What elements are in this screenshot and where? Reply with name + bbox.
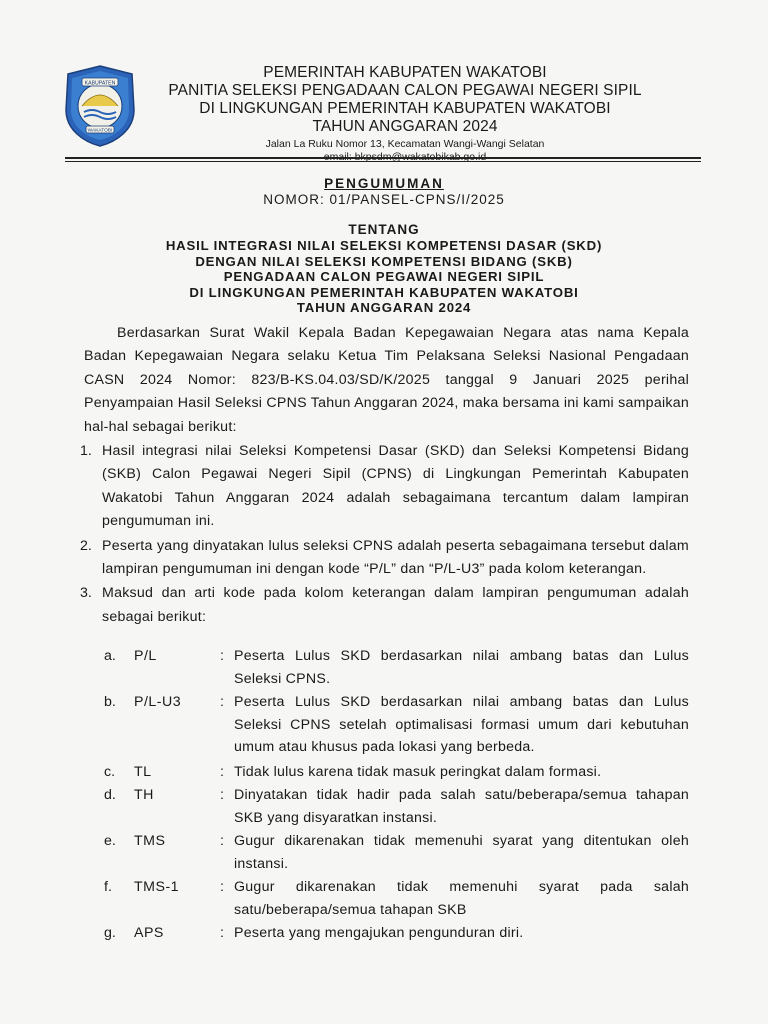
code-value: TMS-1 bbox=[134, 879, 180, 895]
subject-line-2: DENGAN NILAI SELEKSI KOMPETENSI BIDANG (SKB) bbox=[195, 253, 573, 269]
code-description: Peserta Lulus SKD berdasarkan nilai ambang batas dan Lulus Seleksi CPNS setelah optimalisasi formasi umum dari kebutuhan umum atau khusus pada lokasi yang berbeda. bbox=[234, 694, 689, 755]
list-item bbox=[80, 582, 689, 629]
wakatobi-emblem-logo bbox=[62, 64, 138, 148]
code-row bbox=[104, 784, 689, 829]
code-definitions bbox=[104, 645, 689, 945]
list-item-text: Hasil integrasi nilai Seleksi Kompetensi Dasar (SKD) dan Seleksi Kompetensi Bidang (SKB) Calon Pegawai Negeri Sipil (CPNS) di Lingkungan Pemerintah Kabupaten Wakatobi Tahun Anggaran 2024 adalah sebagaimana tercantum dalam lampiran pengumuman ini. bbox=[102, 443, 689, 530]
list-item-number: 2. bbox=[80, 537, 92, 554]
list-item-number: 1. bbox=[80, 443, 92, 460]
intro-paragraph: Berdasarkan Surat Wakil Kepala Badan Kepegawaian Negara atas nama Kepala Badan Kepegawaian Negara selaku Ketua Tim Pelaksana Seleksi Nasional Pengadaan CASN 2024 Nomor: 823/B-KS.04.03/SD/K/2025 tanggal 9 Januari 2025 perihal Penyampaian Hasil Seleksi CPNS Tahun Anggaran 2024, maka bersama ini kami sampaikan hal-hal sebagai berikut: bbox=[84, 325, 689, 435]
subject-line-5: TAHUN ANGGARAN 2024 bbox=[296, 300, 472, 315]
letterhead-rule-thick bbox=[65, 157, 701, 159]
code-description: Gugur dikarenakan tidak memenuhi syarat pada salah satu/beberapa/semua tahapan SKB bbox=[234, 879, 689, 918]
code-value: APS bbox=[134, 925, 164, 941]
code-value: P/L bbox=[134, 648, 157, 664]
code-row bbox=[104, 876, 689, 921]
code-value: TH bbox=[134, 787, 154, 803]
code-row bbox=[104, 761, 689, 784]
code-letter: e. bbox=[104, 833, 116, 849]
code-colon: : bbox=[220, 763, 224, 780]
code-colon: : bbox=[220, 787, 224, 803]
code-description: Dinyatakan tidak hadir pada salah satu/beberapa/semua tahapan SKB yang disyaratkan instansi. bbox=[234, 787, 689, 826]
code-letter: g. bbox=[104, 925, 116, 941]
list-item-number: 3. bbox=[80, 585, 92, 602]
letterhead-address: Jalan La Ruku Nomor 13, Kecamatan Wangi-Wangi Selatan bbox=[265, 138, 545, 150]
letterhead bbox=[140, 64, 670, 164]
code-letter: b. bbox=[104, 694, 116, 710]
title-block bbox=[84, 176, 684, 316]
code-row bbox=[104, 922, 689, 945]
code-row bbox=[104, 830, 689, 875]
list-item-text: Peserta yang dinyatakan lulus seleksi CPNS adalah peserta sebagaimana tersebut dalam lampiran pengumuman ini dengan kode “P/L” dan “P/L-U3” pada kolom keterangan. bbox=[102, 537, 689, 578]
code-value: P/L-U3 bbox=[134, 694, 182, 710]
list-item-text: Maksud dan arti kode pada kolom keterangan dalam lampiran pengumuman adalah sebagai berikut: bbox=[102, 585, 689, 625]
code-letter: c. bbox=[104, 763, 116, 780]
code-letter: a. bbox=[104, 648, 116, 664]
code-value: TMS bbox=[134, 833, 166, 849]
code-description: Tidak lulus karena tidak masuk peringkat dalam formasi. bbox=[234, 763, 602, 780]
letterhead-line-1: PEMERINTAH KABUPATEN WAKATOBI bbox=[263, 64, 547, 81]
code-colon: : bbox=[220, 833, 224, 849]
announcement-number: NOMOR: 01/PANSEL-CPNS/I/2025 bbox=[263, 192, 505, 207]
list-item bbox=[80, 535, 689, 582]
letterhead-rule-thin bbox=[65, 161, 701, 162]
code-colon: : bbox=[220, 925, 224, 941]
announcement-body bbox=[80, 322, 689, 629]
subject-line-1: HASIL INTEGRASI NILAI SELEKSI KOMPETENSI DASAR (SKD) bbox=[165, 238, 603, 253]
code-value: TL bbox=[134, 763, 152, 780]
letterhead-line-4: TAHUN ANGGARAN 2024 bbox=[312, 118, 498, 135]
subject-line-4: DI LINGKUNGAN PEMERINTAH KABUPATEN WAKATOBI bbox=[189, 284, 579, 300]
code-description: Peserta yang mengajukan pengunduran diri. bbox=[234, 925, 524, 941]
about-heading: TENTANG bbox=[348, 222, 420, 237]
letterhead-line-2: PANITIA SELEKSI PENGADAAN CALON PEGAWAI NEGERI SIPIL bbox=[168, 82, 642, 99]
code-row bbox=[104, 645, 689, 690]
letterhead-line-3: DI LINGKUNGAN PEMERINTAH KABUPATEN WAKATOBI bbox=[199, 100, 611, 117]
code-description: Gugur dikarenakan tidak memenuhi syarat yang ditentukan oleh instansi. bbox=[234, 833, 689, 872]
code-letter: f. bbox=[104, 879, 112, 895]
logo-text-bottom: WAKATOBI bbox=[87, 128, 113, 134]
code-letter: d. bbox=[104, 787, 116, 803]
subject-line-3: PENGADAAN CALON PEGAWAI NEGERI SIPIL bbox=[223, 269, 545, 284]
code-colon: : bbox=[220, 879, 224, 895]
code-colon: : bbox=[220, 648, 224, 664]
code-row bbox=[104, 691, 689, 759]
code-description: Peserta Lulus SKD berdasarkan nilai ambang batas dan Lulus Seleksi CPNS. bbox=[234, 648, 689, 687]
announcement-heading: PENGUMUMAN bbox=[324, 176, 444, 191]
logo-text-top: KABUPATEN bbox=[84, 80, 116, 87]
list-item bbox=[80, 440, 689, 534]
letterhead-email: email: bkpsdm@wakatobikab.go.id bbox=[323, 151, 487, 163]
code-colon: : bbox=[220, 694, 224, 710]
